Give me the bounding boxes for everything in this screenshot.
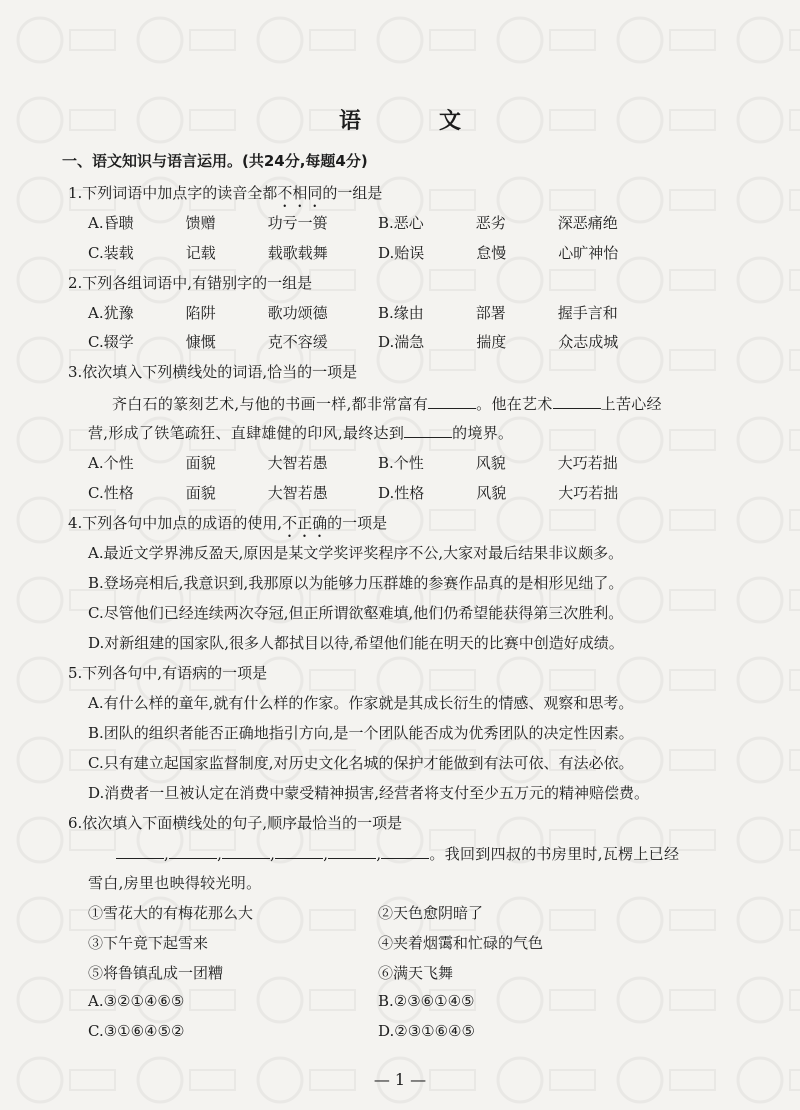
q4-option-d: D.对新组建的国家队,很多人都拭目以待,希望他们能在明天的比赛中创造好成绩。	[88, 634, 624, 652]
q3-option-c: C.性格 面貌 大智若愚	[88, 484, 328, 502]
q5-option-c: C.只有建立起国家监督制度,对历史文化名城的保护才能做到有法可依、有法必依。	[88, 754, 634, 772]
q4-option-c: C.尽管他们已经连续两次夺冠,但正所谓欲壑难填,他们仍希望能获得第三次胜利。	[88, 604, 624, 622]
q6-item-6: ⑥满天飞舞	[378, 964, 454, 982]
q5-option-b: B.团队的组织者能否正确地指引方向,是一个团队能否成为优秀团队的决定性因素。	[88, 724, 634, 742]
q4-option-a: A.最近文学界沸反盈天,原因是某文学奖评奖程序不公,大家对最后结果非议颇多。	[88, 544, 624, 562]
q6-item-1: ①雪花大的有梅花那么大	[88, 904, 254, 922]
q2-option-c: C.辍学 慷慨 克不容缓	[88, 333, 328, 351]
q6-item-2: ②天色愈阴暗了	[378, 904, 484, 922]
q2-option-b: B.缘由 部署 握手言和	[378, 304, 618, 322]
q1-option-d: D.贻误 怠慢 心旷神怡	[378, 244, 619, 262]
q6-passage-line-2: 雪白,房里也映得较光明。	[88, 874, 262, 892]
question-3-stem: 3.依次填入下列横线处的词语,恰当的一项是	[68, 363, 358, 381]
q1-option-a: A.昏聩 馈赠 功亏一篑	[88, 214, 328, 232]
q3-passage-line-1: 齐白石的篆刻艺术,与他的书画一样,都非常富有 。他在艺术 上苦心经	[112, 395, 662, 413]
question-5-stem: 5.下列各句中,有语病的一项是	[68, 664, 268, 682]
q2-option-d: D.湍急 揣度 众志成城	[378, 333, 619, 351]
question-1-stem: 1.下列词语中加点字的读音全都不相同的一组是	[68, 184, 383, 202]
question-6-stem: 6.依次填入下面横线处的句子,顺序最恰当的一项是	[68, 814, 403, 832]
q6-passage-line-1: , , , , , 。我回到四叔的书房里时,瓦楞上已经	[116, 843, 679, 864]
q1-option-b: B.恶心 恶劣 深恶痛绝	[378, 214, 618, 232]
q5-option-a: A.有什么样的童年,就有什么样的作家。作家就是其成长衍生的情感、观察和思考。	[88, 694, 634, 712]
q3-option-b: B.个性 风貌 大巧若拙	[378, 454, 618, 472]
q5-option-d: D.消费者一旦被认定在消费中蒙受精神损害,经营者将支付至少五万元的精神赔偿费。	[88, 784, 650, 802]
q6-option-a: A.③②①④⑥⑤	[88, 992, 185, 1010]
q2-option-a: A.犹豫 陷阱 歌功颂德	[88, 304, 328, 322]
q6-option-c: C.③①⑥④⑤②	[88, 1022, 185, 1040]
question-2-stem: 2.下列各组词语中,有错别字的一组是	[68, 274, 313, 292]
q6-item-4: ④夹着烟霭和忙碌的气色	[378, 934, 544, 952]
page-number: — 1 —	[373, 1070, 427, 1089]
q3-passage-line-2: 营,形成了铁笔疏狂、直肆雄健的印风,最终达到 的境界。	[88, 424, 514, 442]
q3-option-d: D.性格 风貌 大巧若拙	[378, 484, 619, 502]
q3-option-a: A.个性 面貌 大智若愚	[88, 454, 328, 472]
q6-item-5: ⑤将鲁镇乱成一团糟	[88, 964, 224, 982]
section-heading: 一、语文知识与语言运用。(共24分,每题4分)	[62, 152, 368, 170]
q6-option-b: B.②③⑥①④⑤	[378, 992, 475, 1010]
question-4-stem: 4.下列各句中加点的成语的使用,不正确的一项是	[68, 514, 388, 532]
q1-option-c: C.装载 记载 载歌载舞	[88, 244, 328, 262]
page-title: 语 文	[338, 109, 489, 134]
q4-option-b: B.登场亮相后,我意识到,我那原以为能够力压群雄的参赛作品真的是相形见绌了。	[88, 574, 624, 592]
q6-item-3: ③下午竟下起雪来	[88, 934, 209, 952]
q6-option-d: D.②③①⑥④⑤	[378, 1022, 475, 1040]
